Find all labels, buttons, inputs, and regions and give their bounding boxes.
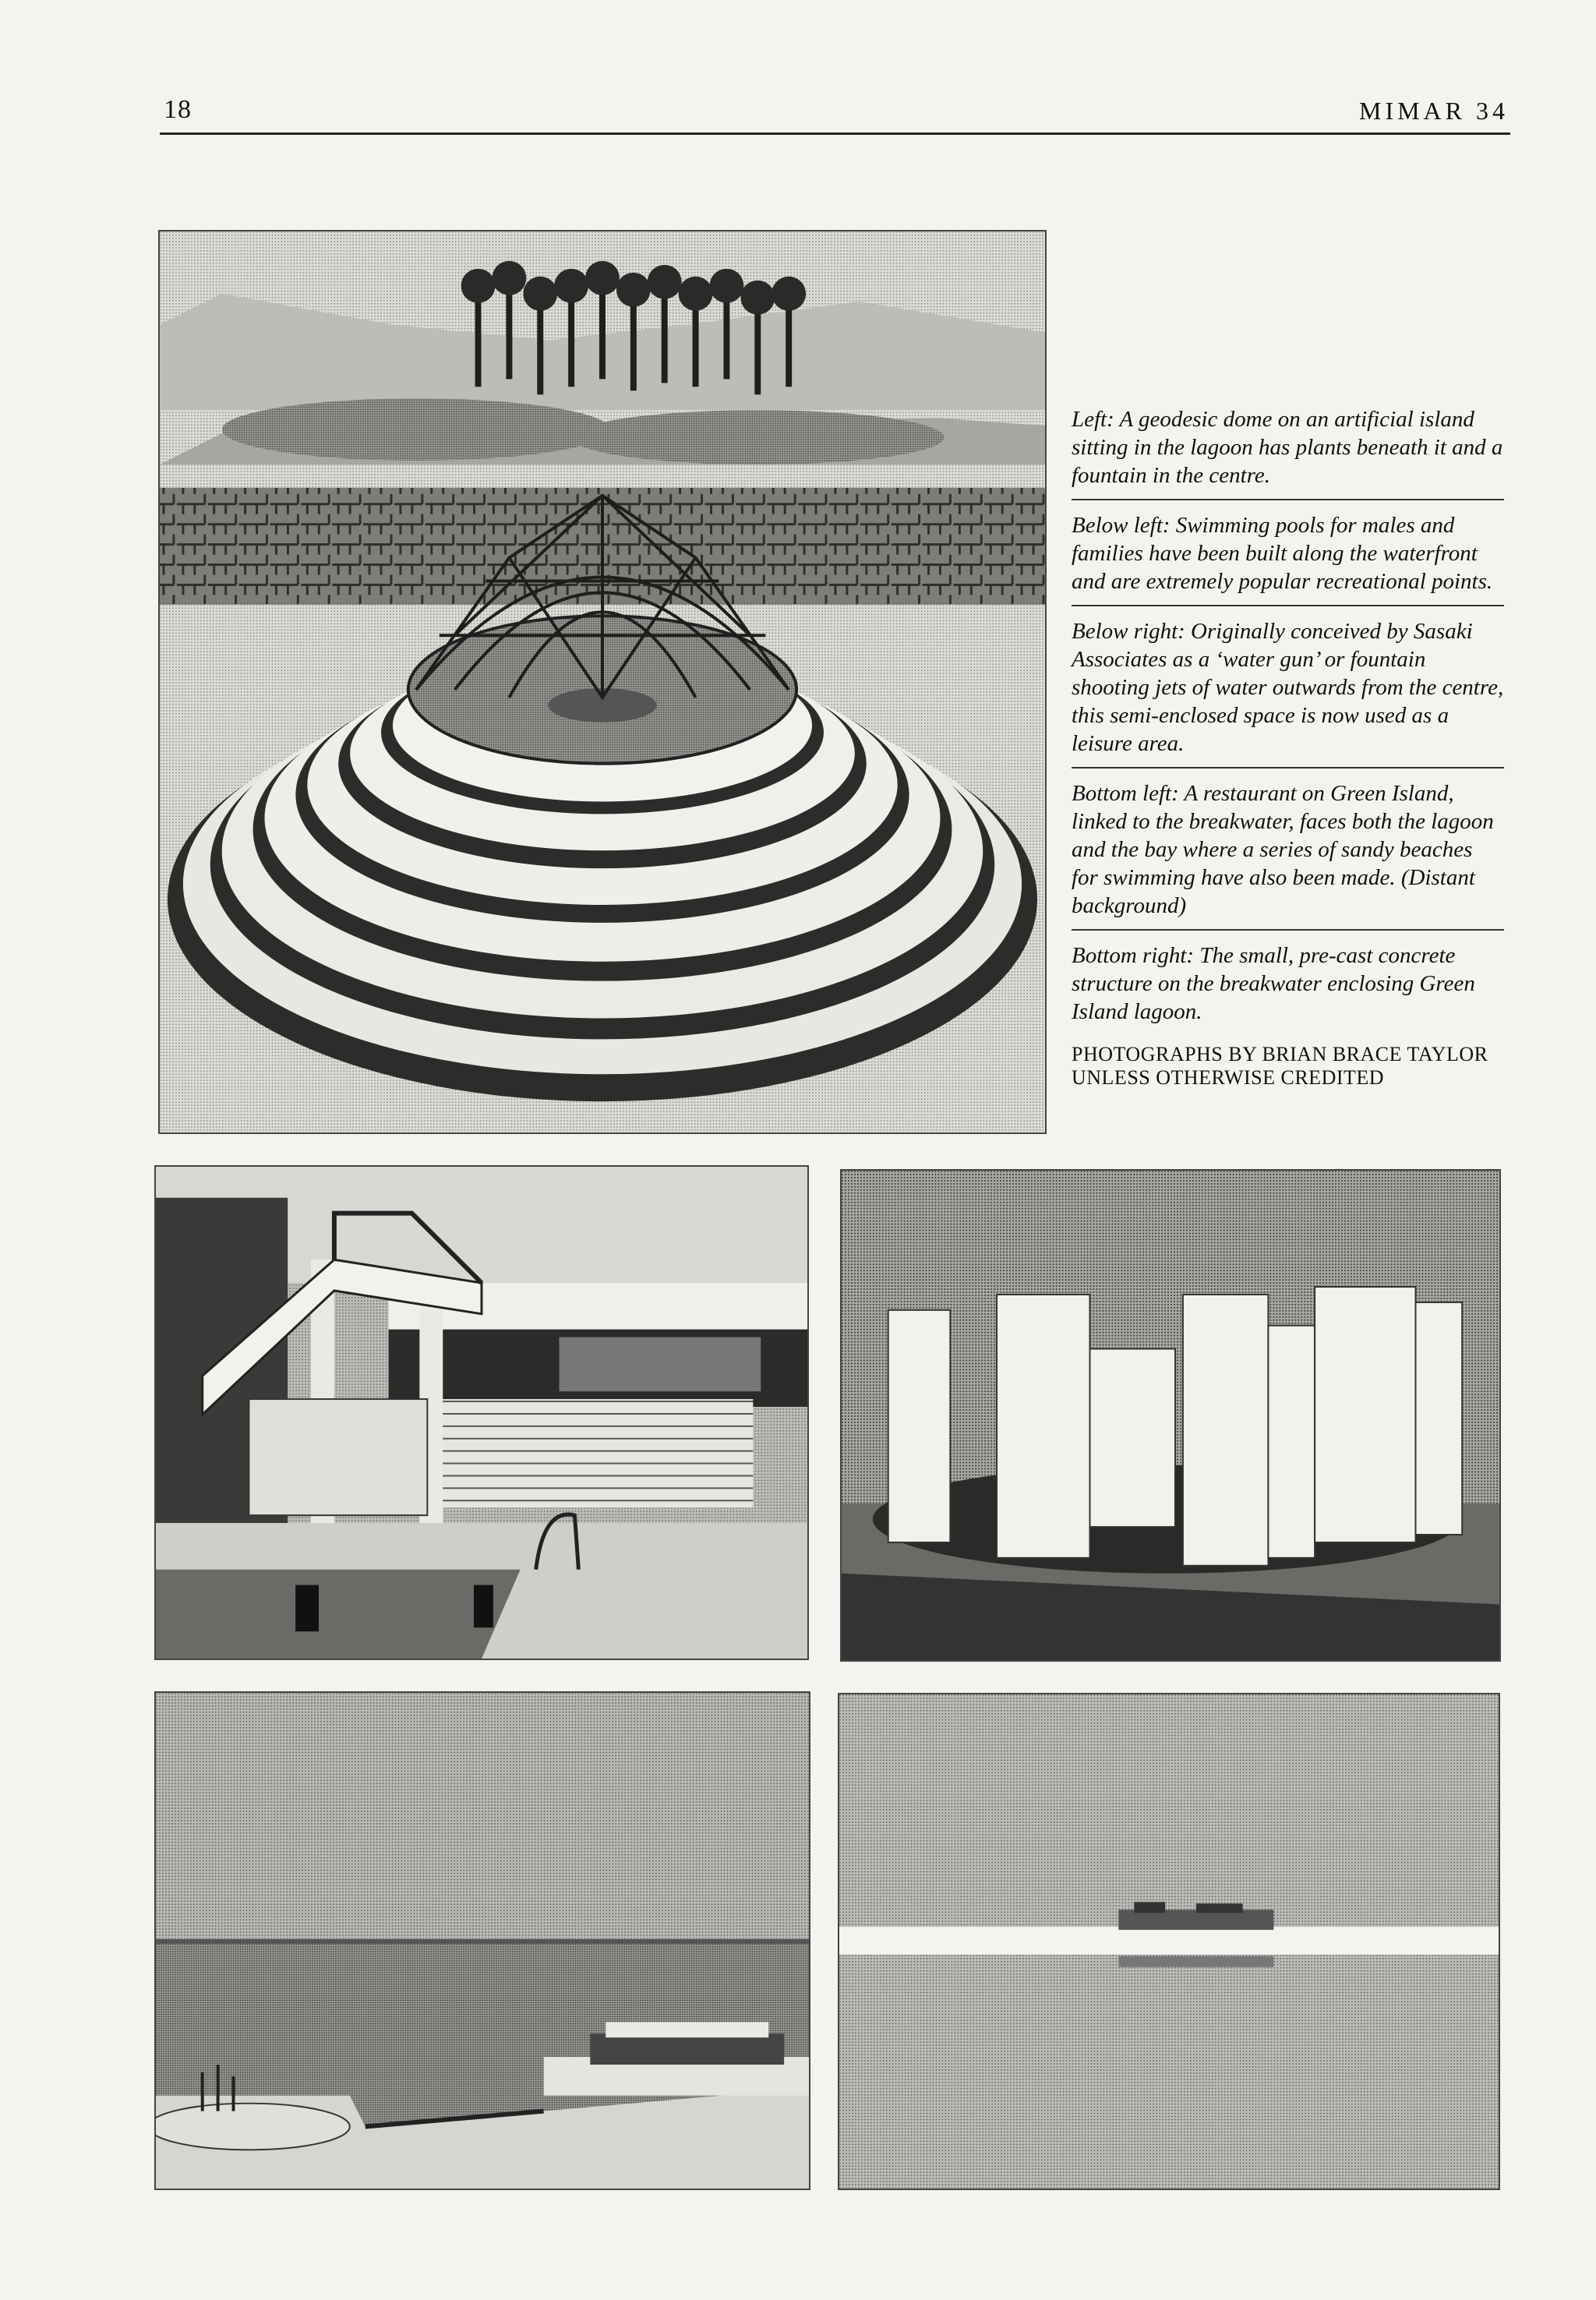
page-number: 18 bbox=[164, 95, 192, 124]
photo-precast-concrete-structure bbox=[838, 1693, 1500, 2190]
caption-divider bbox=[1072, 499, 1504, 500]
photo-semi-enclosed-space bbox=[840, 1169, 1501, 1662]
photo-credit-line-1: PHOTOGRAPHS BY BRIAN BRACE TAYLOR bbox=[1072, 1043, 1488, 1065]
photo-geodesic-dome bbox=[158, 230, 1047, 1134]
photo-credit bbox=[1072, 1043, 1504, 1090]
caption-bottom-right: Bottom right: The small, pre-cast concrete structure on the breakwater enclosing Green Island lagoon. bbox=[1072, 943, 1475, 1024]
photo-restaurant-green-island bbox=[154, 1691, 810, 2190]
caption-divider bbox=[1072, 767, 1504, 768]
photo-swimming-pool bbox=[154, 1165, 809, 1660]
caption-left: Left: A geodesic dome on an artificial island sitting in the lagoon has plants beneath it and a fountain in the centre. bbox=[1072, 407, 1503, 488]
caption-divider bbox=[1072, 929, 1504, 931]
caption-divider bbox=[1072, 605, 1504, 606]
publication-title: MIMAR 34 bbox=[1358, 97, 1509, 125]
caption-bottom-left: Bottom left: A restaurant on Green Island, linked to the breakwater, faces both the lagoon and the bay where a series of sandy beaches for swimming have also been made. (Distant background) bbox=[1072, 781, 1494, 918]
caption-below-right: Below right: Originally conceived by Sasaki Associates as a ‘water gun’ or fountain shooting jets of water outwards from the centre, this semi-enclosed space is now used as a leisure area. bbox=[1072, 619, 1504, 756]
header-rule bbox=[160, 132, 1510, 135]
photo-credit-line-2: UNLESS OTHERWISE CREDITED bbox=[1072, 1066, 1385, 1089]
caption-column bbox=[1072, 405, 1504, 1090]
caption-below-left: Below left: Swimming pools for males and families have been built along the waterfront and are extremely popular recreational points. bbox=[1072, 513, 1493, 594]
